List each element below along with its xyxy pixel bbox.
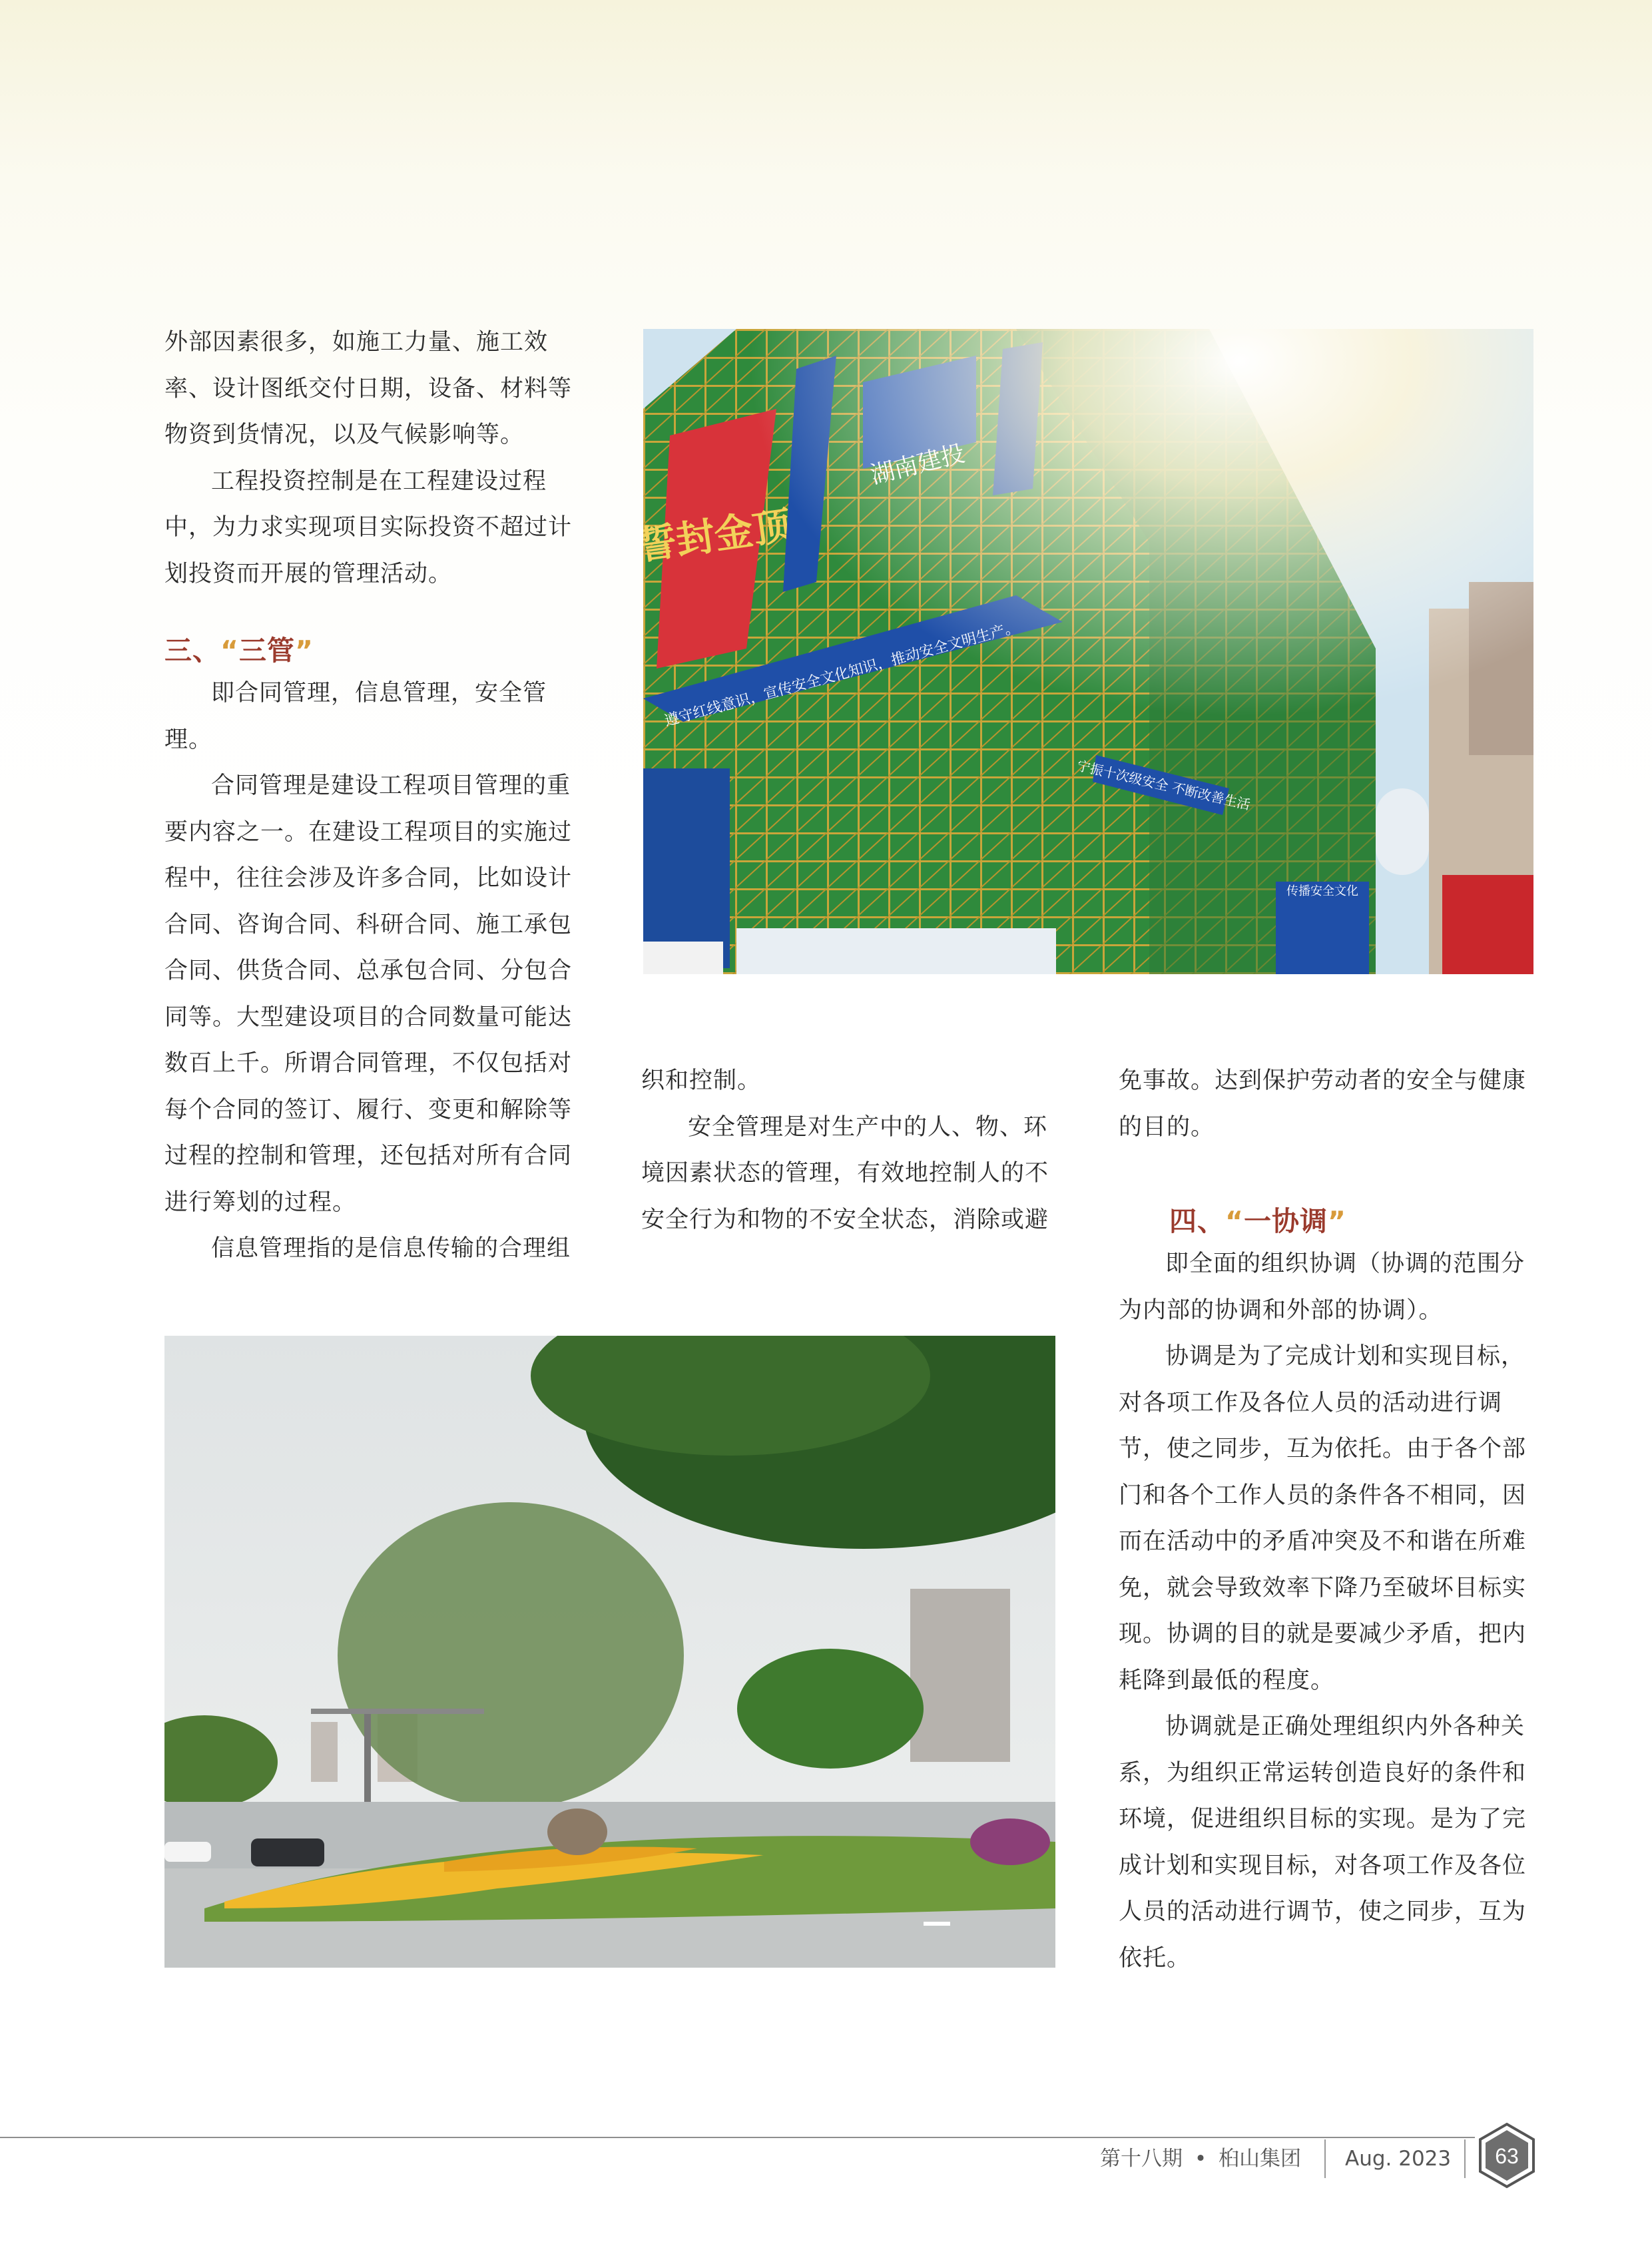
paragraph: 安全管理是对生产中的人、物、环境因素状态的管理，有效地控制人的不安全行为和物的不安全状态，消除或避 <box>641 1113 1049 1233</box>
paragraph: 织和控制。 <box>641 1067 762 1094</box>
footer-date: Aug. 2023 <box>1345 2147 1452 2171</box>
heading-title: 三管 <box>238 635 295 667</box>
footer-issue <box>1100 2137 1301 2180</box>
paragraph: 协调是为了完成计划和实现目标，对各项工作及各位人员的活动进行调节，使之同步，互为依托。由于各个部门和各个工作人员的条件各不相同，因而在活动中的矛盾冲突及不和谐在所难免，就会导致效率下降乃至破坏目标实现。协调的目的就是要减少矛盾，把内耗降到最低的程度。 <box>1119 1343 1527 1694</box>
construction-site-photo <box>643 329 1533 974</box>
paragraph: 外部因素很多，如施工力量、施工效率、设计图纸交付日期，设备、材料等物资到货情况，以及气候影响等。 <box>164 329 573 448</box>
brand-label: 桕山集团 <box>1219 2147 1302 2171</box>
page-number: 63 <box>1495 2144 1519 2168</box>
paragraph: 免事故。达到保护劳动者的安全与健康的目的。 <box>1119 1067 1527 1141</box>
page-number-badge <box>1478 2122 1536 2189</box>
street-garden-photo <box>164 1336 1055 1968</box>
section-heading-3: 三、“三管” <box>164 635 314 667</box>
section-heading-4: 四、“一协调” <box>1169 1205 1346 1237</box>
text-column-2 <box>641 1058 1061 1243</box>
paragraph: 即合同管理，信息管理，安全管理。 <box>164 680 547 753</box>
text-column-1 <box>164 320 584 1272</box>
footer-separator <box>1464 2139 1466 2178</box>
heading-prefix: 四、 <box>1169 1205 1225 1237</box>
bullet: • <box>1194 2147 1207 2171</box>
heading-prefix: 三、 <box>164 635 220 667</box>
issue-label: 第十八期 <box>1100 2147 1183 2171</box>
footer-separator <box>1324 2139 1326 2178</box>
heading-title: 一协调 <box>1243 1205 1328 1237</box>
text-column-3 <box>1119 1058 1538 1982</box>
paragraph: 信息管理指的是信息传输的合理组 <box>211 1235 571 1262</box>
paragraph: 工程投资控制是在工程建设过程中，为力求实现项目实际投资不超过计划投资而开展的管理活动。 <box>164 467 573 587</box>
paragraph: 协调就是正确处理组织内外各种关系，为组织正常运转创造良好的条件和环境，促进组织目标的实现。是为了完成计划和实现目标，对各项工作及各位人员的活动进行调节，使之同步，互为依托。 <box>1119 1713 1527 1972</box>
paragraph: 即全面的组织协调（协调的范围分为内部的协调和外部的协调）。 <box>1119 1251 1525 1324</box>
paragraph: 合同管理是建设工程项目管理的重要内容之一。在建设工程项目的实施过程中，往往会涉及许多合同，比如设计合同、咨询合同、科研合同、施工承包合同、供货合同、总承包合同、分包合同等。大型建设项目的合同数量可能达数百上千。所谓合同管理，不仅包括对每个合同的签订、履行、变更和解除等过程的控制和管理，还包括对所有合同进行筹划的过程。 <box>164 772 573 1216</box>
